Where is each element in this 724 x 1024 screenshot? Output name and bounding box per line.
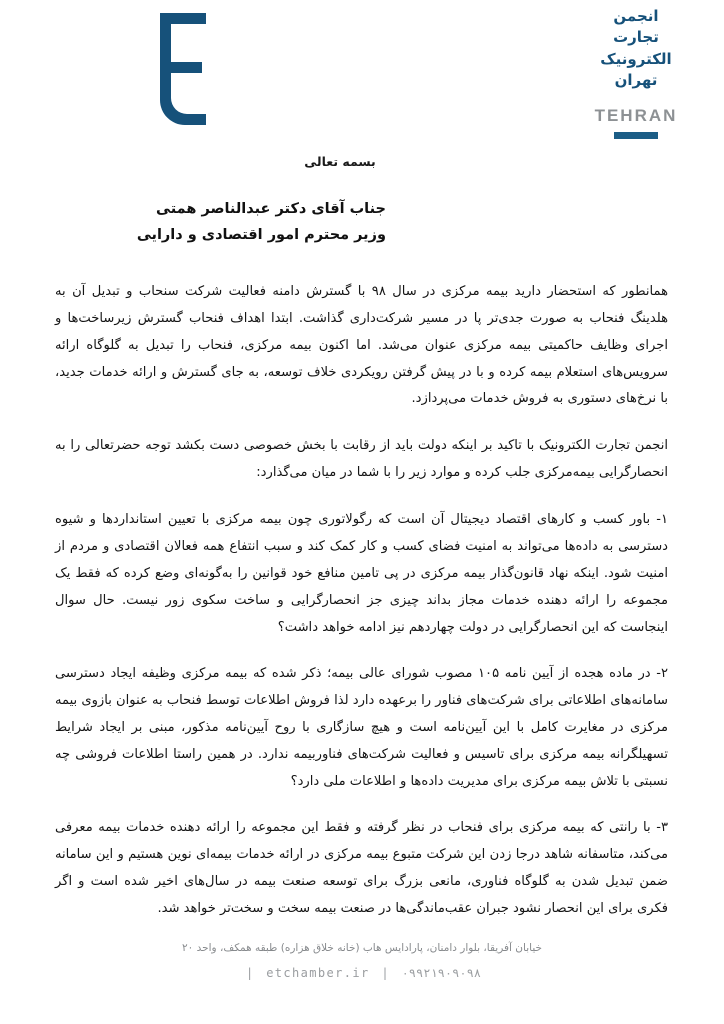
stylized-letter-e-logo (152, 10, 210, 128)
footer-phone: ۰۹۹۲۱۹۰۹۰۹۸ (401, 966, 482, 980)
brand-line-2: تجارت (613, 28, 659, 47)
paragraph-item-2: ۲- در ماده هجده از آیین نامه ۱۰۵ مصوب شورای عالی بیمه؛ ذکر شده که بیمه مرکزی وظیفه ایجاد دسترسی سامانه‌های اطلاعاتی برای شرکت‌های فناور را برعهده دارد لذا فروش اطلاعات توسط فنحاب به عنوان بازوی بیمه مرکزی در مغایرت کامل با این آیین‌نامه است و هیچ سازگاری با روح آیین‌نامه مذکور، مبنی بر ایجاد شرایط تسهیلگرانه بیمه مرکزی برای تاسیس و فعالیت شرکت‌های فناوربیمه ندارد. در همین راستا اطلاعات فروشی چه نسبتی با تلاش بیمه مرکزی برای مدیریت داده‌ها و اطلاعات ملی دارد؟ (55, 666, 668, 790)
footer-separator-left: | (245, 966, 255, 980)
paragraph-item-1: ۱- باور کسب و کارهای اقتصاد دیجیتال آن است که رگولاتوری چون بیمه مرکزی با تعیین استانداردها و شیوه دسترسی به داده‌ها می‌تواند به امنیت فضای کسب و کار کمک کند و سبب انتفاع همه فعالان اقتصادی و مردم از امنیت شود. اینکه نهاد قانون‌گذار بیمه مرکزی در پی تامین منافع خود قوانین را به‌گونه‌ای وضع کرده که فقط یک مجموعه را ارائه دهنده خدمات مجاز بداند چیزی جز انحصارگرایی و ساخت سکوی زور نیست. حال سوال اینجاست که این انحصارگرایی در دولت چهاردهم نیز ادامه خواهد داشت؟ (55, 512, 668, 636)
footer-address: خیابان آفریقا، بلوار دامنان، پارادایس هاب (خانه خلاق هزاره) طبقه همکف، واحد ۲۰ (182, 942, 542, 955)
addressee-title: وزیر محترم امور اقتصادی و دارایی (136, 226, 386, 243)
footer-separator-right: | (381, 966, 390, 980)
invocation-text: بسمه تعالی (304, 154, 376, 169)
footer-contact (0, 966, 724, 980)
brand-line-3: الکترونیک (600, 49, 672, 68)
letter-footer (0, 940, 724, 980)
brand-underline-rule (614, 132, 658, 139)
brand-name-en: TEHRAN (594, 106, 678, 126)
association-brand (566, 6, 706, 139)
paragraph-purpose: انجمن تجارت الکترونیک با تاکید بر اینکه دولت باید از رقابت با بخش خصوصی دست بکشد توجه حضرتعالی را به انحصارگرایی بیمه‌مرکزی جلب کرده و موارد زیر را با شما در میان می‌گذارد: (55, 438, 668, 481)
addressee-block (0, 197, 658, 249)
paragraph-item-3: ۳- با رانتی که بیمه مرکزی برای فنحاب در نظر گرفته و فقط این مجموعه را ارائه دهنده خدمات بیمه معرفی می‌کند، متاسفانه شاهد درجا زدن این شرکت متبوع بیمه مرکزی در ارائه خدمات بیمه‌ای نوین هستیم و این سامانه ضمن تبدیل شدن به گلوگاه فناوری، مانعی بزرگ برای توسعه صنعت بیمه در سال‌های اخیر شده است و اگر فکری برای این انحصار نشود جبران عقب‌ماندگی‌ها در صنعت بیمه سخت و سخت‌تر خواهد شد. (55, 820, 668, 916)
brand-line-1: انجمن (613, 7, 659, 25)
addressee-name: جناب آقای دکتر عبدالناصر همتی (156, 201, 386, 217)
letterhead (0, 0, 724, 140)
paragraph-intro: همانطور که استحضار دارید بیمه مرکزی در سال ۹۸ با گسترش دامنه فعالیت شرکت سنحاب و تبدیل آن به هلدینگ فنحاب به صورت جدی‌تر پا در مسیر شرکت‌داری گذاشت. ابتدا اهداف فنحاب گسترش زیرساخت‌ها و اجرای وظایف حاکمیتی بیمه مرکزی عنوان می‌شد. اما اکنون بیمه مرکزی، فنحاب را تبدیل به گلوگاه ارائه سرویس‌های استعلام بیمه کرده و با در پیش گرفتن رویکردی خلاف توسعه، به جای گسترش و ارائه خدمات جدید، با نرخ‌های دستوری به فروش خدمات می‌پردازد. (55, 283, 668, 407)
body-copy (0, 279, 724, 923)
letter-body (0, 140, 724, 942)
brand-line-4: تهران (614, 70, 658, 89)
brand-name-fa (566, 6, 706, 91)
footer-website[interactable]: etchamber.ir (266, 966, 370, 980)
